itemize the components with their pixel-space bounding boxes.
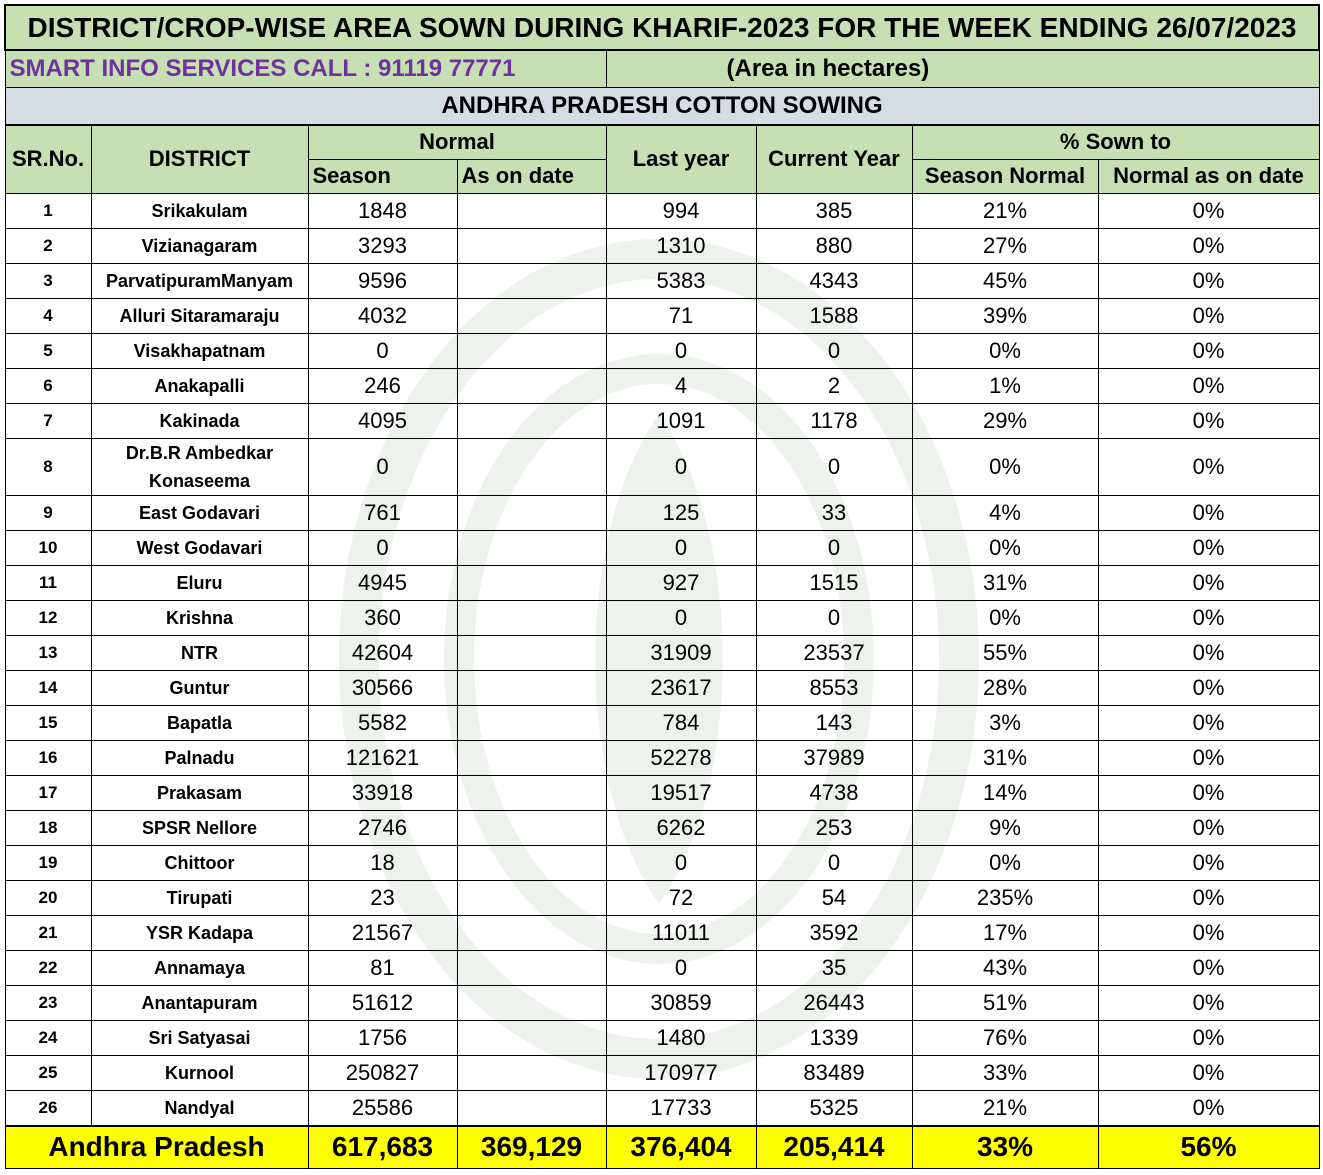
as-on-date-cell [457, 810, 606, 845]
header-season: Season [308, 159, 457, 193]
normal-as-on-date-cell: 0% [1098, 403, 1319, 438]
total-current-year: 205,414 [756, 1126, 912, 1169]
contact-info: SMART INFO SERVICES CALL : 91119 77771 [5, 50, 606, 88]
district-cell: Dr.B.R Ambedkar Konaseema [91, 438, 308, 495]
district-cell: YSR Kadapa [91, 915, 308, 950]
current-year-cell: 37989 [756, 740, 912, 775]
district-rows [5, 193, 1319, 1126]
season-normal-cell: 55% [912, 635, 1098, 670]
sr-cell: 2 [5, 228, 91, 263]
season-cell: 2746 [308, 810, 457, 845]
season-normal-cell: 29% [912, 403, 1098, 438]
as-on-date-cell [457, 600, 606, 635]
as-on-date-cell [457, 228, 606, 263]
season-normal-cell: 21% [912, 1090, 1098, 1126]
table-row [5, 915, 1319, 950]
district-cell: West Godavari [91, 530, 308, 565]
season-cell: 30566 [308, 670, 457, 705]
last-year-cell: 927 [606, 565, 756, 600]
district-cell: Alluri Sitaramaraju [91, 298, 308, 333]
season-normal-cell: 39% [912, 298, 1098, 333]
current-year-cell: 33 [756, 495, 912, 530]
as-on-date-cell [457, 333, 606, 368]
district-cell: Chittoor [91, 845, 308, 880]
season-normal-cell: 45% [912, 263, 1098, 298]
season-cell: 18 [308, 845, 457, 880]
season-normal-cell: 0% [912, 333, 1098, 368]
season-cell: 3293 [308, 228, 457, 263]
season-normal-cell: 9% [912, 810, 1098, 845]
report-title: DISTRICT/CROP-WISE AREA SOWN DURING KHARIF-2023 FOR THE WEEK ENDING 26/07/2023 [5, 5, 1319, 50]
district-cell: Eluru [91, 565, 308, 600]
as-on-date-cell [457, 193, 606, 228]
district-cell: Prakasam [91, 775, 308, 810]
table-row [5, 810, 1319, 845]
district-cell: East Godavari [91, 495, 308, 530]
current-year-cell: 23537 [756, 635, 912, 670]
district-cell: Kurnool [91, 1055, 308, 1090]
last-year-cell: 1310 [606, 228, 756, 263]
as-on-date-cell [457, 635, 606, 670]
district-cell: Anantapuram [91, 985, 308, 1020]
district-cell: NTR [91, 635, 308, 670]
table-row [5, 635, 1319, 670]
current-year-cell: 3592 [756, 915, 912, 950]
season-normal-cell: 27% [912, 228, 1098, 263]
season-normal-cell: 33% [912, 1055, 1098, 1090]
sr-cell: 18 [5, 810, 91, 845]
total-label: Andhra Pradesh [5, 1126, 308, 1169]
table-row [5, 495, 1319, 530]
table-row [5, 670, 1319, 705]
last-year-cell: 1480 [606, 1020, 756, 1055]
sr-cell: 9 [5, 495, 91, 530]
table-row [5, 438, 1319, 495]
current-year-cell: 385 [756, 193, 912, 228]
header-last-year: Last year [606, 125, 756, 193]
district-cell: SPSR Nellore [91, 810, 308, 845]
normal-as-on-date-cell: 0% [1098, 985, 1319, 1020]
sr-cell: 22 [5, 950, 91, 985]
area-unit-note [606, 50, 1319, 88]
season-cell: 0 [308, 333, 457, 368]
last-year-cell: 5383 [606, 263, 756, 298]
normal-as-on-date-cell: 0% [1098, 845, 1319, 880]
season-normal-cell: 76% [912, 1020, 1098, 1055]
as-on-date-cell [457, 403, 606, 438]
table-row [5, 530, 1319, 565]
as-on-date-cell [457, 845, 606, 880]
season-cell: 121621 [308, 740, 457, 775]
sr-cell: 19 [5, 845, 91, 880]
table-row [5, 845, 1319, 880]
season-cell: 761 [308, 495, 457, 530]
table-row [5, 565, 1319, 600]
normal-as-on-date-cell: 0% [1098, 775, 1319, 810]
district-cell: Sri Satyasai [91, 1020, 308, 1055]
as-on-date-cell [457, 950, 606, 985]
normal-as-on-date-cell: 0% [1098, 880, 1319, 915]
normal-as-on-date-cell: 0% [1098, 228, 1319, 263]
sr-cell: 7 [5, 403, 91, 438]
season-cell: 51612 [308, 985, 457, 1020]
current-year-cell: 0 [756, 333, 912, 368]
season-cell: 25586 [308, 1090, 457, 1126]
normal-as-on-date-cell: 0% [1098, 810, 1319, 845]
as-on-date-cell [457, 985, 606, 1020]
current-year-cell: 0 [756, 600, 912, 635]
as-on-date-cell [457, 670, 606, 705]
district-cell: Nandyal [91, 1090, 308, 1126]
sr-cell: 26 [5, 1090, 91, 1126]
total-last-year: 376,404 [606, 1126, 756, 1169]
last-year-cell: 72 [606, 880, 756, 915]
normal-as-on-date-cell: 0% [1098, 438, 1319, 495]
last-year-cell: 52278 [606, 740, 756, 775]
district-cell: Srikakulam [91, 193, 308, 228]
current-year-cell: 4738 [756, 775, 912, 810]
last-year-cell: 0 [606, 333, 756, 368]
table-row [5, 333, 1319, 368]
normal-as-on-date-cell: 0% [1098, 530, 1319, 565]
district-cell: Annamaya [91, 950, 308, 985]
header-pct-sown: % Sown to [912, 125, 1319, 159]
current-year-cell: 880 [756, 228, 912, 263]
normal-as-on-date-cell: 0% [1098, 1090, 1319, 1126]
total-as-on-date: 369,129 [457, 1126, 606, 1169]
season-normal-cell: 43% [912, 950, 1098, 985]
season-normal-cell: 235% [912, 880, 1098, 915]
header-season-normal: Season Normal [912, 159, 1098, 193]
normal-as-on-date-cell: 0% [1098, 193, 1319, 228]
district-cell: Vizianagaram [91, 228, 308, 263]
normal-as-on-date-cell: 0% [1098, 915, 1319, 950]
header-sr-no: SR.No. [5, 125, 91, 193]
table-row [5, 368, 1319, 403]
total-normal-as-on-date: 56% [1098, 1126, 1319, 1169]
last-year-cell: 30859 [606, 985, 756, 1020]
season-normal-cell: 17% [912, 915, 1098, 950]
season-normal-cell: 0% [912, 530, 1098, 565]
normal-as-on-date-cell: 0% [1098, 670, 1319, 705]
last-year-cell: 19517 [606, 775, 756, 810]
season-cell: 33918 [308, 775, 457, 810]
normal-as-on-date-cell: 0% [1098, 635, 1319, 670]
table-row [5, 1020, 1319, 1055]
season-cell: 0 [308, 438, 457, 495]
table-row [5, 600, 1319, 635]
last-year-cell: 170977 [606, 1055, 756, 1090]
current-year-cell: 2 [756, 368, 912, 403]
last-year-cell: 0 [606, 600, 756, 635]
current-year-cell: 1588 [756, 298, 912, 333]
table-row [5, 1055, 1319, 1090]
last-year-cell: 0 [606, 438, 756, 495]
season-cell: 81 [308, 950, 457, 985]
normal-as-on-date-cell: 0% [1098, 1020, 1319, 1055]
district-cell: ParvatipuramManyam [91, 263, 308, 298]
district-cell: Palnadu [91, 740, 308, 775]
normal-as-on-date-cell: 0% [1098, 600, 1319, 635]
season-normal-cell: 14% [912, 775, 1098, 810]
normal-as-on-date-cell: 0% [1098, 333, 1319, 368]
as-on-date-cell [457, 368, 606, 403]
header-district: DISTRICT [91, 125, 308, 193]
season-normal-cell: 51% [912, 985, 1098, 1020]
table-row [5, 298, 1319, 333]
as-on-date-cell [457, 1020, 606, 1055]
season-normal-cell: 4% [912, 495, 1098, 530]
table-row [5, 985, 1319, 1020]
last-year-cell: 17733 [606, 1090, 756, 1126]
current-year-cell: 0 [756, 845, 912, 880]
header-current-year: Current Year [756, 125, 912, 193]
season-normal-cell: 31% [912, 740, 1098, 775]
sr-cell: 12 [5, 600, 91, 635]
season-cell: 0 [308, 530, 457, 565]
season-normal-cell: 28% [912, 670, 1098, 705]
as-on-date-cell [457, 1090, 606, 1126]
season-cell: 21567 [308, 915, 457, 950]
season-normal-cell: 21% [912, 193, 1098, 228]
sr-cell: 20 [5, 880, 91, 915]
table-row [5, 880, 1319, 915]
table-row [5, 740, 1319, 775]
district-cell: Guntur [91, 670, 308, 705]
last-year-cell: 23617 [606, 670, 756, 705]
district-cell: Krishna [91, 600, 308, 635]
last-year-cell: 11011 [606, 915, 756, 950]
total-season: 617,683 [308, 1126, 457, 1169]
current-year-cell: 143 [756, 705, 912, 740]
district-cell: Bapatla [91, 705, 308, 740]
as-on-date-cell [457, 775, 606, 810]
normal-as-on-date-cell: 0% [1098, 1055, 1319, 1090]
last-year-cell: 71 [606, 298, 756, 333]
as-on-date-cell [457, 1055, 606, 1090]
report-sheet [4, 4, 1318, 1170]
sr-cell: 10 [5, 530, 91, 565]
area-unit-text: (Area in hectares) [726, 55, 930, 82]
sr-cell: 4 [5, 298, 91, 333]
season-cell: 4945 [308, 565, 457, 600]
last-year-cell: 125 [606, 495, 756, 530]
current-year-cell: 1515 [756, 565, 912, 600]
season-cell: 360 [308, 600, 457, 635]
season-normal-cell: 1% [912, 368, 1098, 403]
header-as-on-date: As on date [457, 159, 606, 193]
normal-as-on-date-cell: 0% [1098, 705, 1319, 740]
sr-cell: 25 [5, 1055, 91, 1090]
season-cell: 246 [308, 368, 457, 403]
season-cell: 9596 [308, 263, 457, 298]
season-normal-cell: 0% [912, 438, 1098, 495]
sr-cell: 24 [5, 1020, 91, 1055]
sr-cell: 6 [5, 368, 91, 403]
normal-as-on-date-cell: 0% [1098, 368, 1319, 403]
current-year-cell: 83489 [756, 1055, 912, 1090]
district-cell: Visakhapatnam [91, 333, 308, 368]
normal-as-on-date-cell: 0% [1098, 740, 1319, 775]
normal-as-on-date-cell: 0% [1098, 298, 1319, 333]
last-year-cell: 1091 [606, 403, 756, 438]
season-cell: 5582 [308, 705, 457, 740]
season-normal-cell: 0% [912, 845, 1098, 880]
total-row [5, 1126, 1319, 1169]
last-year-cell: 0 [606, 845, 756, 880]
sr-cell: 1 [5, 193, 91, 228]
table-row [5, 403, 1319, 438]
season-normal-cell: 3% [912, 705, 1098, 740]
season-cell: 250827 [308, 1055, 457, 1090]
table-row [5, 193, 1319, 228]
table-row [5, 775, 1319, 810]
as-on-date-cell [457, 298, 606, 333]
current-year-cell: 253 [756, 810, 912, 845]
district-cell: Anakapalli [91, 368, 308, 403]
sr-cell: 14 [5, 670, 91, 705]
last-year-cell: 0 [606, 530, 756, 565]
current-year-cell: 26443 [756, 985, 912, 1020]
table-row [5, 950, 1319, 985]
normal-as-on-date-cell: 0% [1098, 263, 1319, 298]
sr-cell: 13 [5, 635, 91, 670]
season-cell: 4095 [308, 403, 457, 438]
sr-cell: 11 [5, 565, 91, 600]
normal-as-on-date-cell: 0% [1098, 495, 1319, 530]
normal-as-on-date-cell: 0% [1098, 950, 1319, 985]
sr-cell: 23 [5, 985, 91, 1020]
as-on-date-cell [457, 705, 606, 740]
current-year-cell: 0 [756, 438, 912, 495]
current-year-cell: 5325 [756, 1090, 912, 1126]
sr-cell: 8 [5, 438, 91, 495]
season-cell: 42604 [308, 635, 457, 670]
as-on-date-cell [457, 438, 606, 495]
as-on-date-cell [457, 880, 606, 915]
as-on-date-cell [457, 565, 606, 600]
sr-cell: 21 [5, 915, 91, 950]
season-normal-cell: 31% [912, 565, 1098, 600]
sr-cell: 3 [5, 263, 91, 298]
table-row [5, 263, 1319, 298]
sr-cell: 16 [5, 740, 91, 775]
season-cell: 1848 [308, 193, 457, 228]
last-year-cell: 4 [606, 368, 756, 403]
table-row [5, 1090, 1319, 1126]
sr-cell: 17 [5, 775, 91, 810]
as-on-date-cell [457, 495, 606, 530]
table-row [5, 228, 1319, 263]
current-year-cell: 1178 [756, 403, 912, 438]
last-year-cell: 784 [606, 705, 756, 740]
current-year-cell: 8553 [756, 670, 912, 705]
section-title: ANDHRA PRADESH COTTON SOWING [5, 88, 1319, 126]
current-year-cell: 0 [756, 530, 912, 565]
current-year-cell: 4343 [756, 263, 912, 298]
normal-as-on-date-cell: 0% [1098, 565, 1319, 600]
header-normal: Normal [308, 125, 606, 159]
last-year-cell: 31909 [606, 635, 756, 670]
season-cell: 1756 [308, 1020, 457, 1055]
last-year-cell: 6262 [606, 810, 756, 845]
district-cell: Kakinada [91, 403, 308, 438]
table-row [5, 705, 1319, 740]
as-on-date-cell [457, 740, 606, 775]
current-year-cell: 54 [756, 880, 912, 915]
as-on-date-cell [457, 263, 606, 298]
district-cell: Tirupati [91, 880, 308, 915]
last-year-cell: 994 [606, 193, 756, 228]
season-cell: 4032 [308, 298, 457, 333]
season-normal-cell: 0% [912, 600, 1098, 635]
season-cell: 23 [308, 880, 457, 915]
sr-cell: 5 [5, 333, 91, 368]
current-year-cell: 35 [756, 950, 912, 985]
as-on-date-cell [457, 530, 606, 565]
current-year-cell: 1339 [756, 1020, 912, 1055]
header-normal-as-on-date: Normal as on date [1098, 159, 1319, 193]
sr-cell: 15 [5, 705, 91, 740]
cotton-sowing-table [4, 4, 1320, 1169]
last-year-cell: 0 [606, 950, 756, 985]
as-on-date-cell [457, 915, 606, 950]
total-season-normal: 33% [912, 1126, 1098, 1169]
